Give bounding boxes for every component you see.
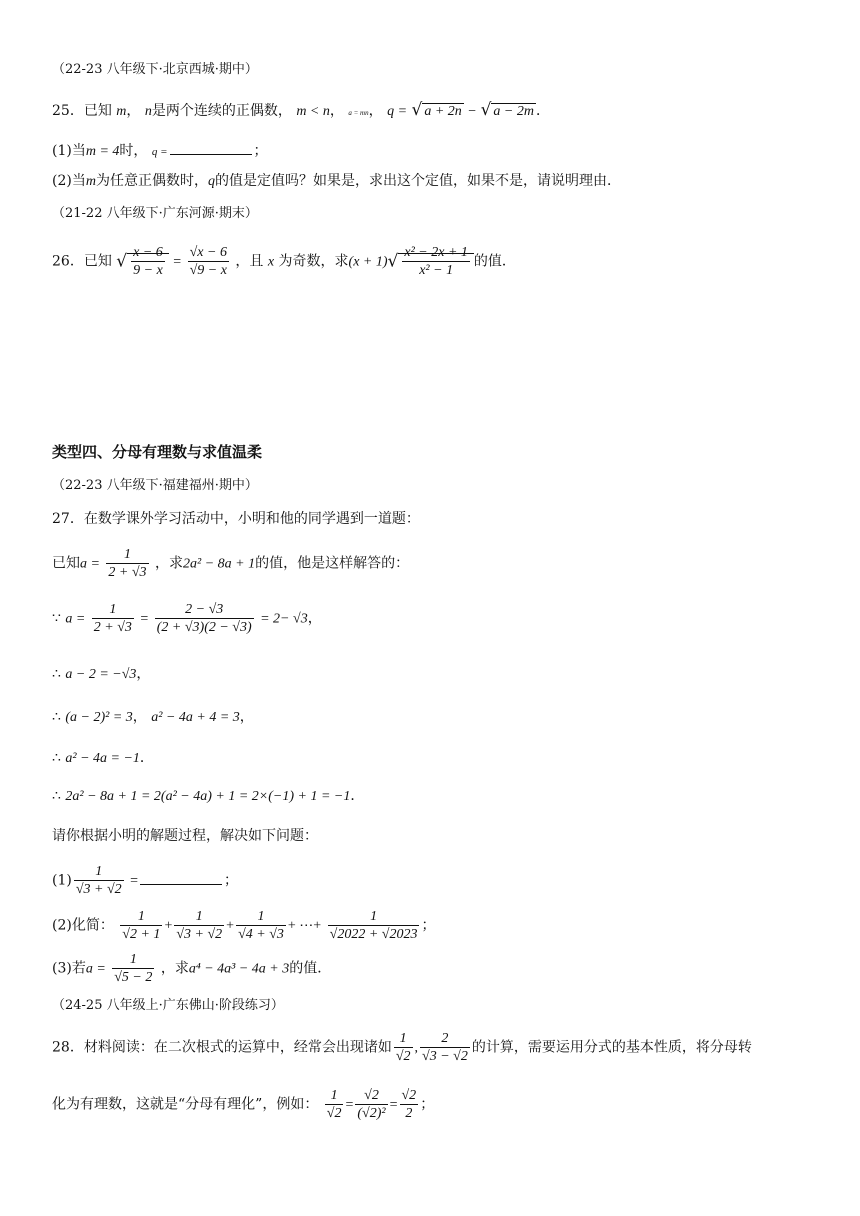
q27-p2-plus: +	[226, 918, 235, 934]
step3-end: ，	[239, 709, 254, 725]
q25-text-b: 是两个连续的正偶数，	[151, 103, 292, 119]
q27-p2-num-3: 1	[236, 908, 286, 926]
therefore-symbol: ∴	[52, 709, 61, 725]
q27-p3-den: √5 − 2	[114, 970, 153, 985]
q28-fraction-2	[420, 1030, 470, 1065]
q25-end: ．	[535, 103, 550, 119]
q28-line2-end: ；	[420, 1096, 435, 1113]
q26-text-d: 的值．	[473, 253, 516, 270]
therefore-symbol: ∴	[52, 788, 61, 804]
q25-sqrt-1: √ a + 2n	[411, 100, 462, 120]
q26-den-2: 9 − x	[197, 263, 227, 278]
q25-q-lhs: q =	[387, 104, 408, 119]
q28-e-num-3: √2	[401, 1088, 417, 1103]
q28-line2-text: 化为有理数，这就是“分母有理化”，例如：	[52, 1096, 319, 1113]
question-27-stem: 27．在数学课外学习活动中，小明和他的同学遇到一道题：	[52, 511, 420, 527]
q27-p3-text-b: ，求	[160, 960, 189, 977]
step5-expr: 2a² − 8a + 1 = 2(a² − 4a) + 1 = 2×(−1) + 1 = −1	[65, 789, 351, 804]
q28-f1-num: 1	[394, 1030, 413, 1048]
therefore-symbol: ∴	[52, 750, 61, 766]
question-25-part-1	[52, 140, 268, 162]
q28-e-eq-2: =	[389, 1097, 398, 1113]
q25-n: n	[144, 104, 152, 119]
q27-p1-den: √3 + √2	[75, 882, 122, 897]
q26-den-3: x² − 1	[419, 263, 454, 278]
q25-text: 25．已知	[52, 103, 112, 119]
q28-e-den-1: √2	[326, 1106, 342, 1121]
q27-p2-term-3	[236, 908, 286, 943]
q25-p1-text-b: 时，	[119, 143, 148, 159]
step1-den-1: 2 + √3	[93, 620, 132, 635]
q27-given-den: 2 + √3	[108, 565, 147, 580]
q25-sep3: ，	[368, 103, 383, 119]
q28-f2-num: 2	[420, 1030, 470, 1048]
q27-p2-dots: + ⋯+	[287, 918, 322, 934]
section-heading: 类型四、分母有理数与求值温柔	[52, 443, 263, 461]
question-27-part-3	[52, 951, 331, 986]
q26-num-1: x − 6	[133, 245, 163, 260]
step1-fraction-2	[155, 601, 254, 636]
q28-f1-den: √2	[395, 1049, 411, 1064]
q27-p3-fraction	[112, 951, 154, 986]
q25-sqrt-2: √ a − 2m	[480, 100, 534, 120]
q27-given-text-c: 的值，他是这样解答的：	[255, 555, 410, 572]
q27-p1-eq: =	[130, 873, 139, 889]
step1-num-1: 1	[92, 601, 134, 619]
q28-e-den-3: 2	[405, 1106, 413, 1121]
question-27-part-2	[52, 908, 435, 943]
q25-m: m	[116, 104, 127, 119]
step1-num-2: 2 − √3	[155, 601, 254, 619]
q25-p1-m: m = 4	[85, 144, 120, 159]
question-28-line-1	[52, 1030, 752, 1065]
q27-p2-den-2: √3 + √2	[176, 927, 223, 942]
q27-given-lhs: a =	[80, 556, 100, 572]
q26-fraction-of-roots: $\frac{√x - 6}{√9 - x}$	[189, 245, 227, 278]
q26-text-b: ，且	[235, 253, 264, 270]
q27-p2-num-last: 1	[328, 908, 420, 926]
q27-given-text-b: ，求	[155, 555, 183, 572]
source-label-26: （21-22 八年级下·广东河源·期末）	[52, 206, 258, 221]
question-25-part-2	[52, 171, 621, 192]
step2-end: ，	[136, 666, 151, 682]
solution-step-4	[52, 748, 154, 769]
q27-p1-num: 1	[74, 863, 124, 881]
step1-result: = 2− √3	[260, 611, 308, 627]
q27-p2-term-1	[120, 908, 162, 943]
q25-p1-q: q =	[151, 146, 168, 158]
question-27-ask: 请你根据小明的解题过程，解决如下问题：	[52, 828, 318, 844]
q27-p1-fraction	[74, 863, 124, 898]
answer-blank-27-1[interactable]	[140, 870, 222, 885]
q25-sep: ，	[126, 103, 141, 119]
q25-minus: −	[468, 104, 477, 119]
q27-p3-expr: a⁴ − 4a³ − 4a + 3	[188, 961, 290, 977]
question-25-stem	[52, 100, 550, 123]
q27-p1-label: (1)	[52, 872, 72, 889]
q27-given-num: 1	[106, 546, 148, 564]
q25-p1-end: ；	[253, 143, 268, 159]
q26-text: 26．已知	[52, 253, 112, 270]
q28-fraction-1	[394, 1030, 413, 1065]
q25-condition: m < n	[296, 104, 330, 119]
q28-e-num-2: √2	[355, 1087, 387, 1105]
q28-e-den-2: (√2)²	[357, 1106, 386, 1121]
question-26-stem	[52, 244, 516, 279]
q27-p3-text-c: 的值．	[289, 960, 332, 977]
q28-text: 28．材料阅读：在二次根式的运算中，经常会出现诸如	[52, 1039, 392, 1056]
q28-example-fraction-1	[325, 1087, 344, 1122]
q28-example-fraction-2	[355, 1087, 387, 1122]
q27-p3-lhs: a =	[85, 961, 106, 977]
q27-given-text: 已知	[52, 555, 80, 572]
q28-e-eq-1: =	[345, 1097, 354, 1113]
solution-step-5	[52, 786, 364, 807]
step1-end: ，	[307, 610, 322, 627]
question-28-line-2	[52, 1087, 434, 1122]
source-label-27: （22-23 八年级下·福建福州·期中）	[52, 478, 258, 493]
step1-den-2: (2 + √3)(2 − √3)	[156, 620, 252, 635]
q25-sep2: ，	[329, 103, 344, 119]
q26-num-3: x² − 2x + 1	[404, 245, 468, 260]
source-label-28: （24-25 八年级上·广东佛山·阶段练习）	[52, 998, 284, 1013]
q26-sqrt-fraction: √ $\frac{x - 6}{9 - x}$	[116, 244, 169, 279]
q25-radicand-2: a − 2m	[493, 104, 534, 119]
step4-end: ．	[139, 750, 154, 766]
q27-p2-num-1: 1	[120, 908, 162, 926]
solution-step-3	[52, 707, 254, 728]
q26-num-2: x − 6	[197, 245, 227, 260]
q28-comma: ,	[414, 1040, 419, 1056]
step3-expr-a: (a − 2)² = 3	[65, 710, 133, 725]
q27-p2-den-3: √4 + √3	[238, 927, 284, 942]
source-label-25: （22-23 八年级下·北京西城·期中）	[52, 62, 258, 77]
q25-p2-text-b: 为任意正偶数时，	[95, 173, 208, 189]
question-27-given	[52, 546, 409, 581]
answer-blank-25-1[interactable]	[170, 140, 252, 155]
q26-text-c: 为奇数，求	[278, 253, 349, 270]
q27-p3-num: 1	[112, 951, 154, 969]
step1-fraction-1	[92, 601, 134, 636]
step1-lhs: a =	[65, 611, 86, 627]
q25-radicand-1: a + 2n	[424, 104, 462, 119]
step4-expr: a² − 4a = −1	[65, 751, 140, 766]
q28-example-fraction-3	[400, 1087, 419, 1122]
q27-p1-end: ；	[224, 872, 239, 889]
q28-e-num-1: 1	[325, 1087, 344, 1105]
q25-small-expr: a = mn	[348, 109, 369, 117]
q27-p3-label: (3)若	[52, 960, 86, 977]
q27-p2-end: ；	[421, 917, 436, 934]
q28-text-b: 的计算，需要运用分式的基本性质，将分母转	[471, 1039, 752, 1056]
q26-eq: =	[173, 254, 182, 270]
q27-given-expr: 2a² − 8a + 1	[183, 556, 256, 572]
step5-end: ．	[350, 788, 365, 804]
q28-f2-den: √3 − √2	[422, 1049, 468, 1064]
q26-factor: (x + 1)	[348, 254, 388, 270]
q26-den-1: 9 − x	[133, 263, 163, 278]
q27-p2-label: (2)化简：	[52, 917, 114, 934]
step1-eq: =	[140, 611, 149, 627]
because-symbol: ∵	[52, 610, 61, 627]
solution-step-2	[52, 664, 150, 685]
solution-step-1	[52, 601, 322, 636]
q27-p2-den-last: √2022 + √2023	[329, 927, 418, 942]
q27-p2-term-2	[174, 908, 224, 943]
question-27-part-1	[52, 863, 238, 898]
q25-p2-text-c: 的值是定值吗？如果是，求出这个定值，如果不是，请说明理由．	[214, 173, 621, 189]
q26-x: x	[267, 254, 275, 270]
q27-p2-num-2: 1	[174, 908, 224, 926]
q27-given-fraction	[106, 546, 148, 581]
therefore-symbol: ∴	[52, 666, 61, 682]
q25-p2-q: q	[207, 174, 215, 189]
q27-p2-den-1: √2 + 1	[122, 927, 161, 942]
q25-p2-text: (2)当	[52, 173, 86, 189]
step2-expr: a − 2 = −√3	[65, 667, 137, 682]
q27-p2-plus: +	[164, 918, 173, 934]
q25-p2-m: m	[85, 174, 96, 189]
step3-sep: ，	[132, 709, 147, 725]
q25-p1-text: (1)当	[52, 143, 86, 159]
q27-p2-term-last	[328, 908, 420, 943]
step3-expr-b: a² − 4a + 4 = 3	[151, 710, 240, 725]
q26-sqrt-fraction-2: √ $\frac{\text{x² − 2x + 1}}{\text{x² − 1}}$	[388, 244, 474, 279]
